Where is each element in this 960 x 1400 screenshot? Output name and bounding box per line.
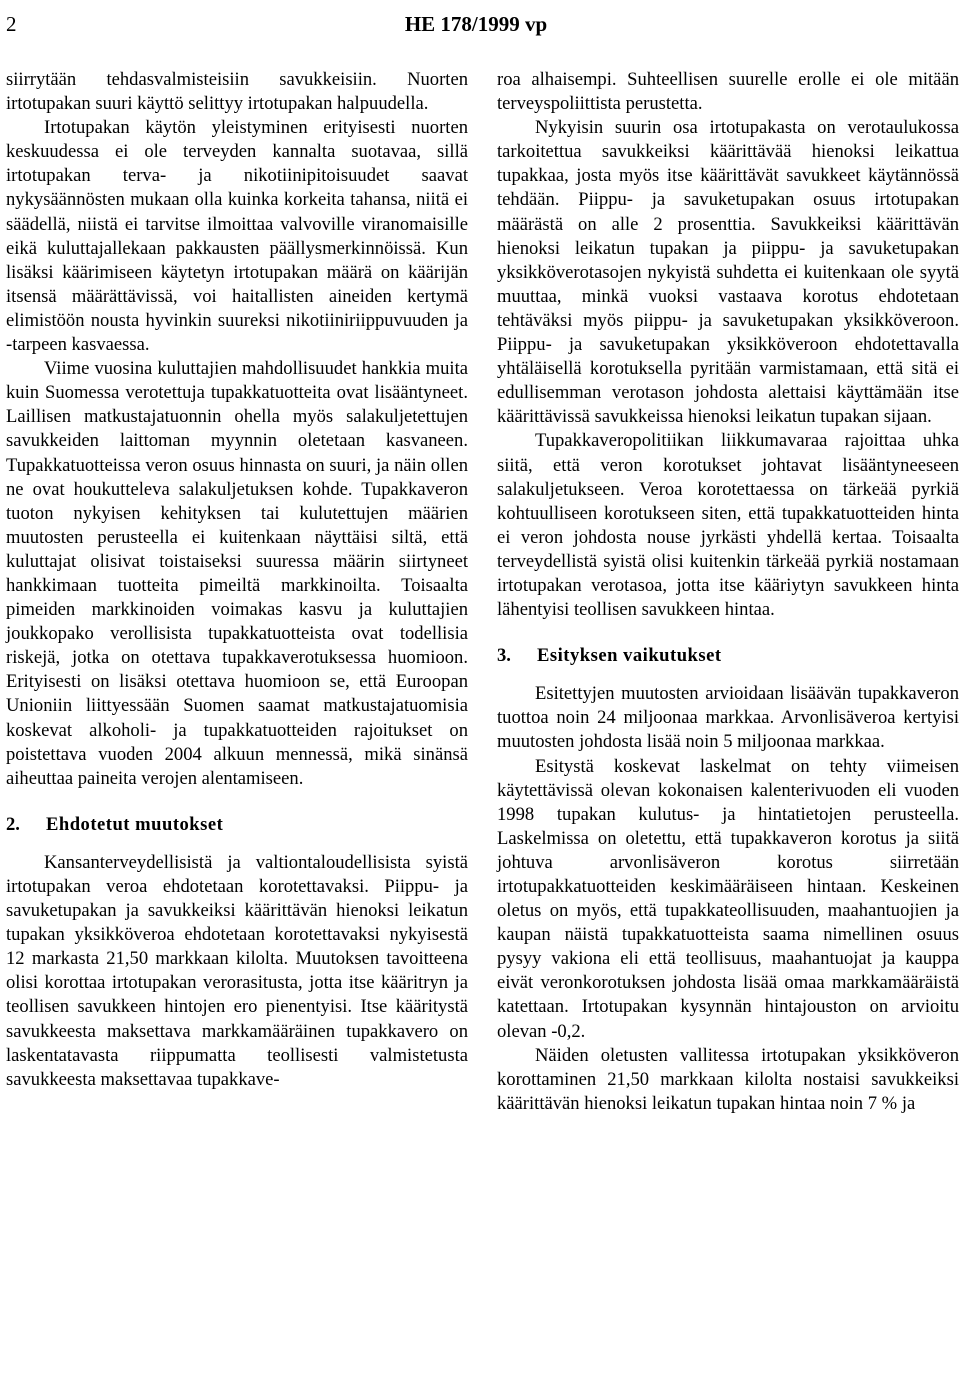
right-column [497, 68, 959, 1116]
document-id: HE 178/1999 vp [404, 12, 548, 36]
page-number: 2 [6, 12, 17, 36]
paragraph: Viime vuosina kuluttajien mahdollisuudet hankkia muita kuin Suomessa verotettuja tupakkatuotteita ovat lisääntyneet. Laillisen matkustajatuonnin ohella myös salakuljetettujen savukkeiden laittoman myynnin oletetaan kasvaneen. Tupakkatuotteissa veron osuus hinnasta on suuri, ja näin ollen ne ovat houkutteleva salakuljetuksen kohde. Tupakkaveron tuoton nykyisen kehityksen tai kulutettujen määrien muutosten perusteella ei kuitenkaan näyttäisi siltä, että kuluttajat olisivat toistaiseksi suuressa määrin siirtyneet hankkimaan tuotteita pimeiltä markkinoilta. Toisaalta pimeiden markkinoiden voimakas kasvu ja kuluttajien joukkopako verollisista tupakkatuotteista ovat todellisia riskejä, jotka on otettava tupakkaverotuksessa huomioon. Erityisesti on lisäksi otettava huomioon se, että Euroopan Unioniin liittyessään Suomen saamat matkustajatuomisia koskevat alkoholi- ja tupakkatuotteiden rajoitukset on poistettava vuoden 2004 alkuun mennessä, mikä sinänsä aiheuttaa paineita verojen alentamiseen. [6, 358, 468, 789]
section-title: Ehdotetut muutokset [45, 813, 224, 835]
paragraph: Esitystä koskevat laskelmat on tehty viimeisen käytettävissä olevan kokonaisen kalenterivuoden eli vuoden 1998 tupakan kulutus- ja hintatietojen perusteella. Laskelmissa on oletettu, että tupakkaveron korotus ja siitä johtuva arvonlisäveron korotus siirretään irtotupakkatuotteiden keskimääräiseen hintaan. Keskeinen oletus on myös, että tupakkateollisuuden, maahantuojien ja kaupan näistä tupakkatuotteista saama nimellinen osuus pysyy vakiona eli että teollisuus, maahantuojat ja kauppa eivät veronkorotuksen johdosta lisää omaa markkamääräistä katettaan. Irtotupakan kysynnän hintajouston on arvioitu olevan -0,2. [497, 755, 959, 1042]
paragraph: siirrytään tehdasvalmisteisiin savukkeisiin. Nuorten irtotupakan suuri käyttö selittyy irtotupakan halpuudella. [6, 69, 468, 115]
section-number: 3. [497, 645, 511, 667]
paragraph: Tupakkaveropolitiikan liikkumavaraa rajoittaa uhka siitä, että veron korotukset johtavat lisääntyneeseen salakuljetukseen. Veroa korotettaessa on tärkeää pyrkiä kohtuulliseen korotukseen siten, että tupakkatuotteiden hinta ei veron johdosta nouse jyrkästi yhdellä kertaa. Toisaalta terveydellistä syistä olisi kuitenkin tärkeää pyrkiä nostamaan irtotupakan verotasoa, jotta itse kääriytyn savukkeen hinta lähentyisi teollisen savukkeen hintaa. [497, 430, 959, 621]
paragraph: Nykyisin suurin osa irtotupakasta on verotaulukossa tarkoitettua savukkeiksi käärittävää hienoksi leikattua tupakkaa, josta myös itse käärittävät savukkeet käytännössä tehdään. Piippu- ja savuketupakan osuus irtotupakan määrästä on alle 2 prosenttia. Savukkeiksi käärittävän hienoksi leikatun tupakan ja piippu- ja savuketupakan yksikköverotasojen nykyistä suhdetta ei kuitenkaan ole syytä muuttaa, minkä vuoksi vastaava korotus ehdotetaan tehtäväksi myös piippu- ja savuketupakan yksikköveroon. Piippu- ja savuketupakan yksikköveroon ehdotettavalla yhtäläisellä korotuksella pyritään varmistamaan, että sitä ei edullisemman verotason johdosta alettaisi käyttämään itse käärittävissä savukkeissa hienoksi leikatun tupakan sijaan. [497, 117, 959, 428]
paragraph: Näiden oletusten vallitessa irtotupakan yksikköveron korottaminen 21,50 markkaan kilolta nostaisi savukkeiksi käärittävän hienoksi leikatun tupakan hintaa noin 7 % ja [497, 1044, 959, 1114]
left-column [6, 68, 468, 1092]
section-title: Esityksen vaikutukset [536, 645, 722, 667]
section-heading [6, 813, 468, 837]
section-heading [497, 644, 959, 668]
page-header [6, 12, 946, 40]
section-number: 2. [6, 813, 20, 835]
paragraph: Kansanterveydellisistä ja valtiontaloudellisista syistä irtotupakan veroa ehdotetaan korotettavaksi. Piippu- ja savuketupakan ja savukkeiksi käärittävän hienoksi leikatun tupakan yksikköveroa ehdotetaan korotettavaksi nykyisestä 12 markasta 21,50 markkaan kilolta. Muutoksen tavoitteena olisi korottaa irtotupakan verorasitusta, jotta itse kääritryn ja teollisen savukkeen hintojen ero pienentyisi. Itse kääritystä savukkeesta maksettava markkamääräinen tupakkavero on laskentatavasta riippumatta teollisesti valmistetusta savukkeesta maksettavaa tupakkave- [6, 851, 468, 1090]
paragraph: roa alhaisempi. Suhteellisen suurelle erolle ei ole mitään terveyspoliittista perustetta. [497, 69, 959, 115]
paragraph: Irtotupakan käytön yleistyminen erityisesti nuorten keskuudessa ei ole terveyden kannalta suotavaa, sillä irtotupakan terva- ja nikotiinipitoisuudet saavat nykysäännösten mukaan olla kuinka korkeita tahansa, niitä ei säädellä, niistä ei tarvitse ilmoittaa valvoville viranomaisille eikä kuluttajallekaan pakkausten päällysmerkinnöissä. Kun lisäksi käärimiseen käytetyn irtotupakan määrä on käärijän itsensä määrättävissä, voi haitallisten aineiden kertymä elimistöön nousta hyvinkin suureksi nikotiiniriippuvuuden ja -tarpeen kasvaessa. [6, 117, 468, 356]
paragraph: Esitettyjen muutosten arvioidaan lisäävän tupakkaveron tuottoa noin 24 miljoonaa markkaa. Arvonlisäveroa kertyisi muutosten johdosta lisää noin 5 miljoonaa markkaa. [497, 683, 959, 753]
